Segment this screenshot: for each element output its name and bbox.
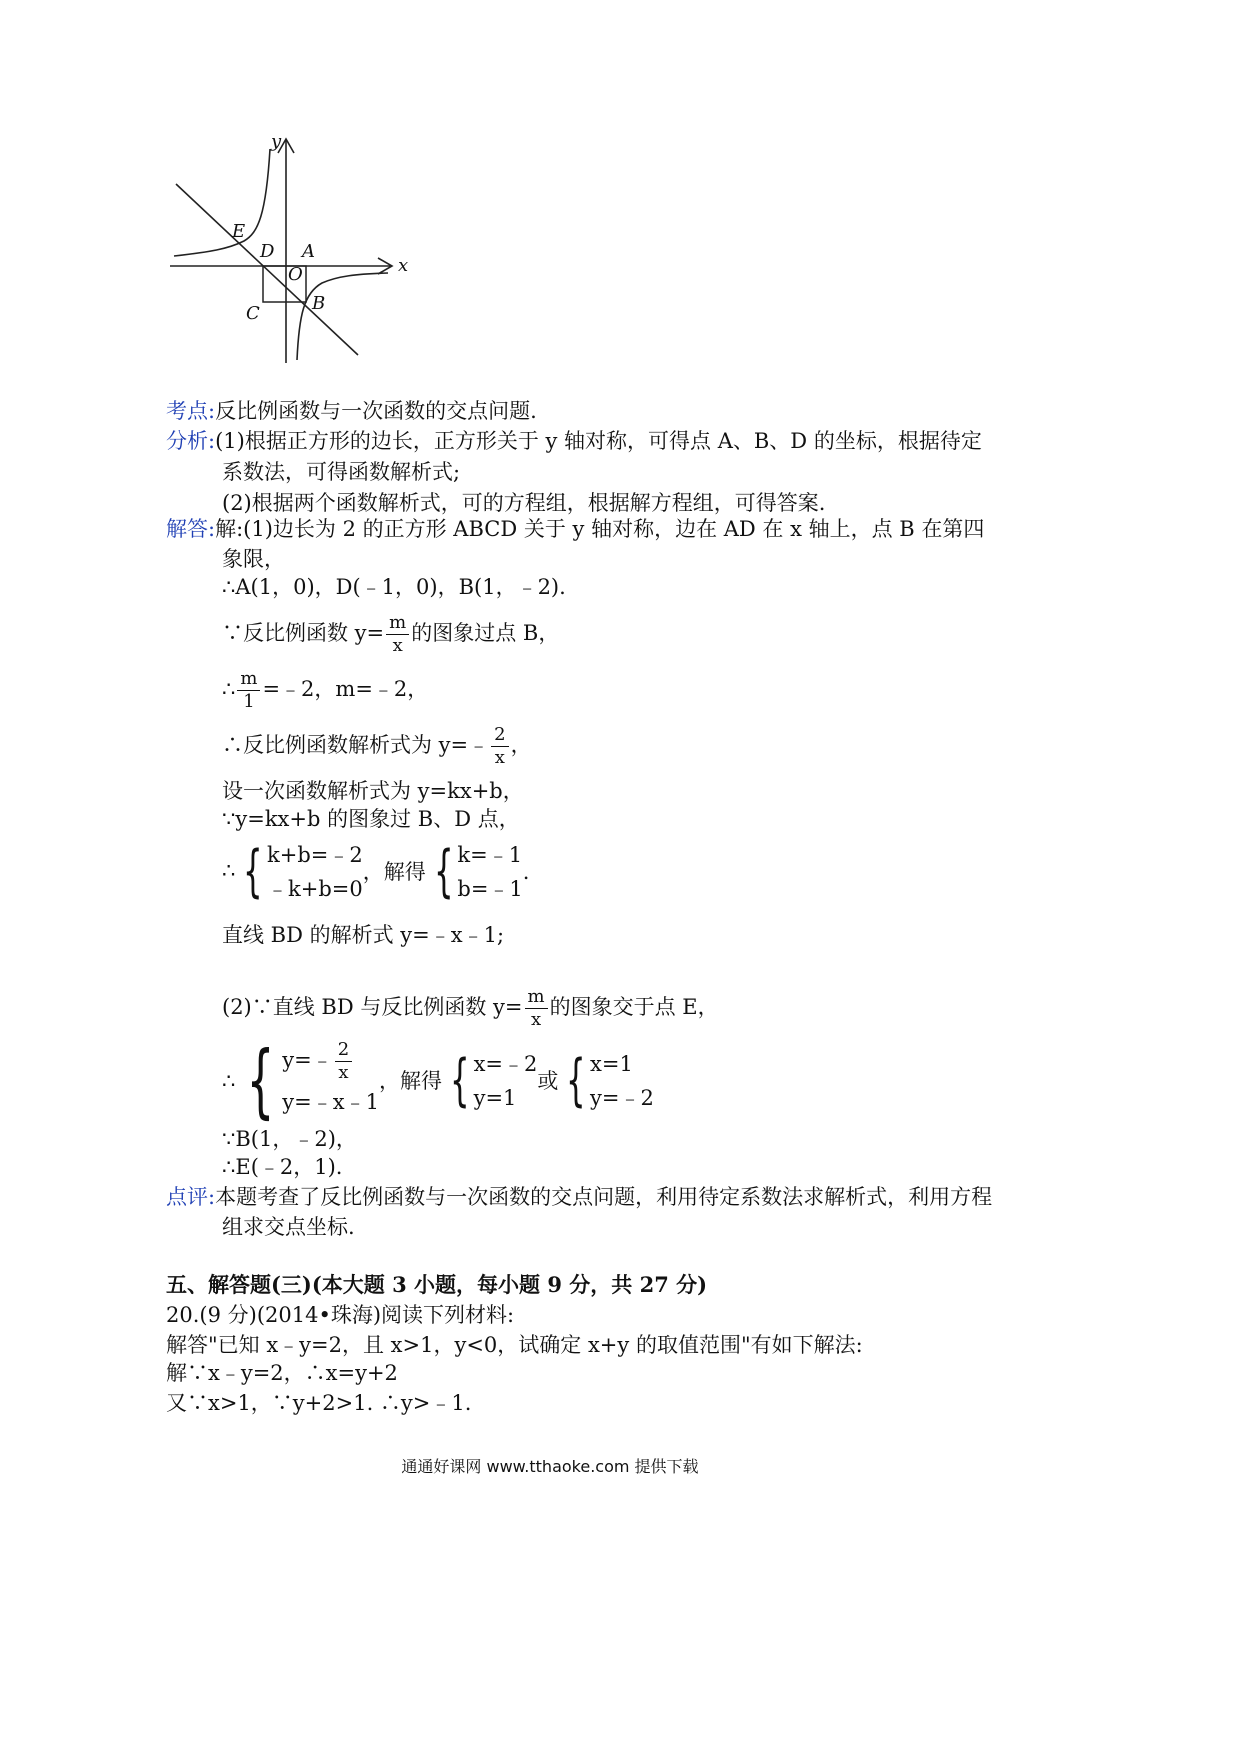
jieda-line5 [222,670,428,711]
sys2-equations [282,1040,379,1122]
kaodian-text: 反比例函数与一次函数的交点问题. [215,399,537,423]
fenxi-text1: (1)根据正方形的边长，正方形关于 y 轴对称，可得点 A、B、D 的坐标，根据待定 [215,429,982,453]
q20-line2: 解∵x﹣y=2，∴x=y+2 [166,1361,398,1385]
sys1-mid: ，解得 [362,860,426,884]
fenxi-label: 分析: [166,429,216,453]
sys1-solutions [457,838,522,906]
fraction-m-over-1 [237,670,260,711]
jieda-label: 解答: [166,517,216,541]
jieda-line4-post: 的图象过点 B， [411,621,560,645]
label-b: B [312,293,326,314]
left-brace: { [433,839,454,904]
sys1-post: . [522,860,530,884]
frac-num: m [386,614,409,635]
kaodian-label: 考点: [166,399,216,423]
label-x: x [398,255,409,276]
jieda-line8: ∵y=kx+b 的图象过 B、D 点， [222,807,520,831]
label-d: D [260,241,275,262]
fraction-m-over-x [386,614,409,655]
system-1 [222,838,529,906]
sys1-sol-d: b=﹣1 [457,877,523,901]
dianping-label: 点评: [166,1185,216,1209]
fenxi-line3: (2)根据两个函数解析式，可的方程组，根据解方程组，可得答案. [222,491,826,515]
sys2-pre: ∴ [222,1069,236,1093]
hyperbola-branch-upper [174,149,270,256]
jieda-line5-post: =﹣2，m=﹣2， [262,677,429,701]
sys1-sol-c: k=﹣1 [457,843,523,867]
sys2-mid: ，解得 [378,1069,442,1093]
left-brace: { [566,1048,587,1113]
part2-line [222,988,719,1029]
dianping-line1 [166,1182,992,1212]
label-y: y [271,131,282,152]
q20-title: 20.(9 分)(2014•珠海)阅读下列材料: [166,1303,515,1327]
sys2-sol-c: x=﹣2 [473,1052,538,1076]
p2-pre: (2)∵直线 BD 与反比例函数 y= [222,995,523,1019]
sys1-equations [267,838,363,906]
sys2-solution-2 [590,1047,654,1115]
sys2-sol-f: y=﹣2 [590,1086,654,1110]
frac-den: 1 [243,691,255,712]
jieda-line1 [166,514,984,544]
label-c: C [246,303,260,324]
jieda-line4-pre: ∵反比例函数 y= [222,621,385,645]
footer-text: 通通好课网 www.tthaoke.com 提供下载 [401,1457,699,1476]
fenxi-line2: 系数法，可得函数解析式; [222,460,461,484]
frac-den: x [494,747,505,768]
hyperbola-branch-lower [297,273,388,360]
jieda-line11: ∴E(﹣2，1). [222,1155,343,1179]
frac-den: x [392,635,403,656]
jieda-line6-post: ， [510,733,532,757]
coordinate-figure [160,125,430,375]
jieda-line10: ∵B(1，﹣2)， [222,1127,357,1151]
label-o: O [288,264,303,285]
sys2-sol-d: y=1 [473,1086,517,1110]
kaodian-line [166,396,537,426]
jieda-line3: ∴A(1，0)，D(﹣1，0)，B(1，﹣2). [222,575,566,599]
left-brace: { [246,1034,275,1127]
left-brace: { [449,1048,470,1113]
sys1-pre: ∴ [222,858,236,883]
left-brace: { [243,839,263,904]
fenxi-line1 [166,426,982,456]
sys1-eq-b: ﹣k+b=0 [267,877,363,901]
jieda-line6-pre: ∴反比例函数解析式为 y=﹣ [222,733,490,757]
sys2-eq-b: y=﹣x﹣1 [282,1090,379,1114]
q20-line1: 解答"已知 x﹣y=2，且 x>1，y<0，试确定 x+y 的取值范围"有如下解法: [166,1333,863,1357]
jieda-line9: 直线 BD 的解析式 y=﹣x﹣1; [222,923,505,947]
label-a: A [302,241,315,262]
fraction-m-over-x-2 [525,988,548,1029]
sys2-or: 或 [537,1069,559,1093]
q20-line3: 又∵x>1，∵y+2>1. ∴y>﹣1. [166,1391,472,1415]
sys2-eq-a: y=﹣ $\frac{2}{x}$ [282,1040,379,1082]
section5-heading: 五、解答题(三)(本大题 3 小题，每小题 9 分，共 27 分) [166,1272,708,1297]
line-bd [176,184,358,355]
fraction-2-over-x [491,726,508,767]
sys2-solution-1 [474,1047,538,1115]
sys1-eq-a: k+b=﹣2 [267,843,363,867]
system-2 [222,1034,654,1127]
jieda-line2: 象限， [222,547,285,571]
label-e: E [232,221,246,242]
jieda-line6 [222,726,532,767]
dianping-text1: 本题考查了反比例函数与一次函数的交点问题，利用待定系数法求解析式，利用方程 [215,1185,993,1209]
frac-num: m [237,670,260,691]
jieda-text1: 解:(1)边长为 2 的正方形 ABCD 关于 y 轴对称，边在 AD 在 x 轴上，点 B 在第四 [215,517,985,541]
jieda-line4 [222,614,559,655]
frac-den: x [530,1009,542,1030]
dianping-line2: 组求交点坐标. [222,1215,355,1239]
sys2-sol-e: x=1 [590,1052,633,1076]
frac-num: m [525,988,548,1009]
jieda-line5-pre: ∴ [222,677,236,701]
fraction-2-over-x-sys: $\frac{2}{x}$ [335,1041,352,1082]
frac-num: 2 [491,726,508,747]
p2-post: 的图象交于点 E， [549,995,719,1019]
jieda-line7: 设一次函数解析式为 y=kx+b， [222,779,524,803]
